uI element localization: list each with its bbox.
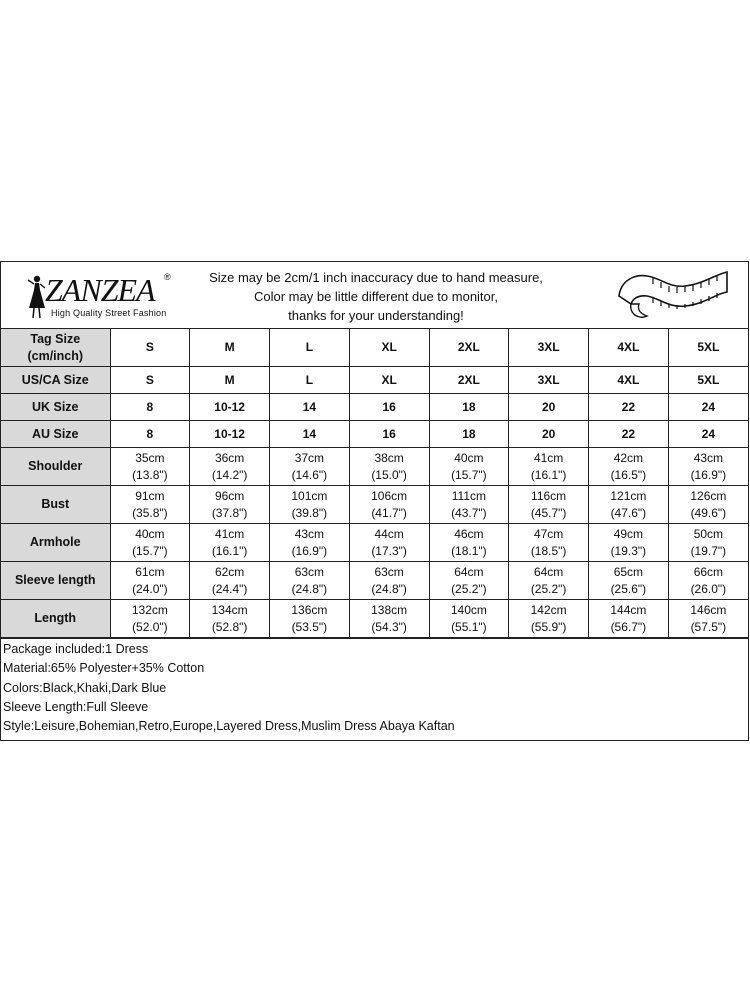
row-header: Length	[1, 600, 110, 638]
table-cell: 144cm (56.7")	[589, 600, 669, 638]
table-cell: 96cm (37.8")	[190, 486, 270, 524]
row-header: Bust	[1, 486, 110, 524]
table-cell: 16	[349, 394, 429, 421]
table-cell: 4XL	[589, 367, 669, 394]
table-row	[1, 600, 748, 638]
table-cell: 22	[589, 421, 669, 448]
table-cell: 43cm (16.9")	[668, 448, 748, 486]
table-cell: 5XL	[668, 367, 748, 394]
table-cell: L	[270, 329, 350, 367]
table-cell: 64cm (25.2")	[429, 562, 509, 600]
table-row	[1, 486, 748, 524]
table-cell: 8	[110, 394, 190, 421]
table-cell: 66cm (26.0")	[668, 562, 748, 600]
row-header: Tag Size (cm/inch)	[1, 329, 110, 367]
table-cell: 2XL	[429, 367, 509, 394]
table-cell: 111cm (43.7")	[429, 486, 509, 524]
table-cell: 22	[589, 394, 669, 421]
table-cell: XL	[349, 329, 429, 367]
table-cell: 3XL	[509, 367, 589, 394]
product-info	[1, 638, 748, 740]
info-material: Material:65% Polyester+35% Cotton	[3, 661, 205, 676]
table-cell: 43cm (16.9")	[270, 524, 350, 562]
table-cell: 14	[270, 421, 350, 448]
row-header: AU Size	[1, 421, 110, 448]
info-sleeve-length: Sleeve Length:Full Sleeve	[3, 699, 149, 714]
table-cell: 91cm (35.8")	[110, 486, 190, 524]
table-cell: 101cm (39.8")	[270, 486, 350, 524]
size-table	[1, 329, 748, 638]
table-cell: 126cm (49.6")	[668, 486, 748, 524]
table-cell: 116cm (45.7")	[509, 486, 589, 524]
table-cell: S	[110, 367, 190, 394]
table-cell: 47cm (18.5")	[509, 524, 589, 562]
notice-line: Color may be little different due to monitor,	[254, 289, 498, 304]
table-cell: 20	[509, 421, 589, 448]
table-cell: 3XL	[509, 329, 589, 367]
table-row	[1, 329, 748, 367]
chart-header	[1, 262, 748, 329]
table-cell: 65cm (25.6")	[589, 562, 669, 600]
table-cell: XL	[349, 367, 429, 394]
table-cell: 64cm (25.2")	[509, 562, 589, 600]
table-cell: S	[110, 329, 190, 367]
table-cell: 38cm (15.0")	[349, 448, 429, 486]
table-cell: 20	[509, 394, 589, 421]
table-row	[1, 524, 748, 562]
table-cell: 18	[429, 394, 509, 421]
table-cell: 14	[270, 394, 350, 421]
table-cell: L	[270, 367, 350, 394]
brand-logo	[19, 270, 189, 322]
table-cell: 18	[429, 421, 509, 448]
table-cell: 42cm (16.5")	[589, 448, 669, 486]
row-header: Sleeve length	[1, 562, 110, 600]
table-row	[1, 421, 748, 448]
notice-line: Size may be 2cm/1 inch inaccuracy due to hand measure,	[209, 270, 543, 285]
table-cell: 136cm (53.5")	[270, 600, 350, 638]
registered-mark: ®	[164, 272, 171, 282]
table-row	[1, 367, 748, 394]
table-cell: 63cm (24.8")	[270, 562, 350, 600]
table-cell: 49cm (19.3")	[589, 524, 669, 562]
table-cell: 63cm (24.8")	[349, 562, 429, 600]
table-cell: 138cm (54.3")	[349, 600, 429, 638]
measuring-tape-icon	[613, 266, 731, 324]
table-cell: 8	[110, 421, 190, 448]
table-cell: 41cm (16.1")	[190, 524, 270, 562]
table-cell: 140cm (55.1")	[429, 600, 509, 638]
row-header: Armhole	[1, 524, 110, 562]
table-cell: 35cm (13.8")	[110, 448, 190, 486]
table-cell: 24	[668, 394, 748, 421]
table-cell: 37cm (14.6")	[270, 448, 350, 486]
table-cell: 10-12	[190, 394, 270, 421]
table-cell: 10-12	[190, 421, 270, 448]
table-cell: 44cm (17.3")	[349, 524, 429, 562]
table-cell: 41cm (16.1")	[509, 448, 589, 486]
info-style: Style:Leisure,Bohemian,Retro,Europe,Layered Dress,Muslim Dress Abaya Kaftan	[3, 719, 455, 734]
brand-name: ZANZEA	[45, 272, 155, 308]
table-cell: 36cm (14.2")	[190, 448, 270, 486]
row-header: Shoulder	[1, 448, 110, 486]
size-chart	[0, 261, 749, 741]
table-row	[1, 562, 748, 600]
table-cell: M	[190, 329, 270, 367]
measurement-notice	[191, 268, 561, 325]
table-cell: 132cm (52.0")	[110, 600, 190, 638]
table-row	[1, 394, 748, 421]
row-header: UK Size	[1, 394, 110, 421]
notice-line: thanks for your understanding!	[288, 308, 464, 323]
table-cell: 106cm (41.7")	[349, 486, 429, 524]
table-cell: 2XL	[429, 329, 509, 367]
table-cell: 146cm (57.5")	[668, 600, 748, 638]
table-cell: 5XL	[668, 329, 748, 367]
table-cell: 16	[349, 421, 429, 448]
info-package: Package included:1 Dress	[3, 642, 149, 656]
table-cell: 24	[668, 421, 748, 448]
table-cell: 4XL	[589, 329, 669, 367]
table-cell: 40cm (15.7")	[110, 524, 190, 562]
table-cell: M	[190, 367, 270, 394]
brand-tagline: High Quality Street Fashion	[51, 308, 167, 318]
table-cell: 46cm (18.1")	[429, 524, 509, 562]
info-colors: Colors:Black,Khaki,Dark Blue	[3, 680, 167, 695]
row-header: US/CA Size	[1, 367, 110, 394]
table-cell: 134cm (52.8")	[190, 600, 270, 638]
table-cell: 142cm (55.9")	[509, 600, 589, 638]
table-cell: 50cm (19.7")	[668, 524, 748, 562]
dress-figure-icon	[25, 274, 47, 320]
table-cell: 40cm (15.7")	[429, 448, 509, 486]
table-cell: 61cm (24.0")	[110, 562, 190, 600]
table-row	[1, 448, 748, 486]
table-cell: 121cm (47.6")	[589, 486, 669, 524]
table-cell: 62cm (24.4")	[190, 562, 270, 600]
